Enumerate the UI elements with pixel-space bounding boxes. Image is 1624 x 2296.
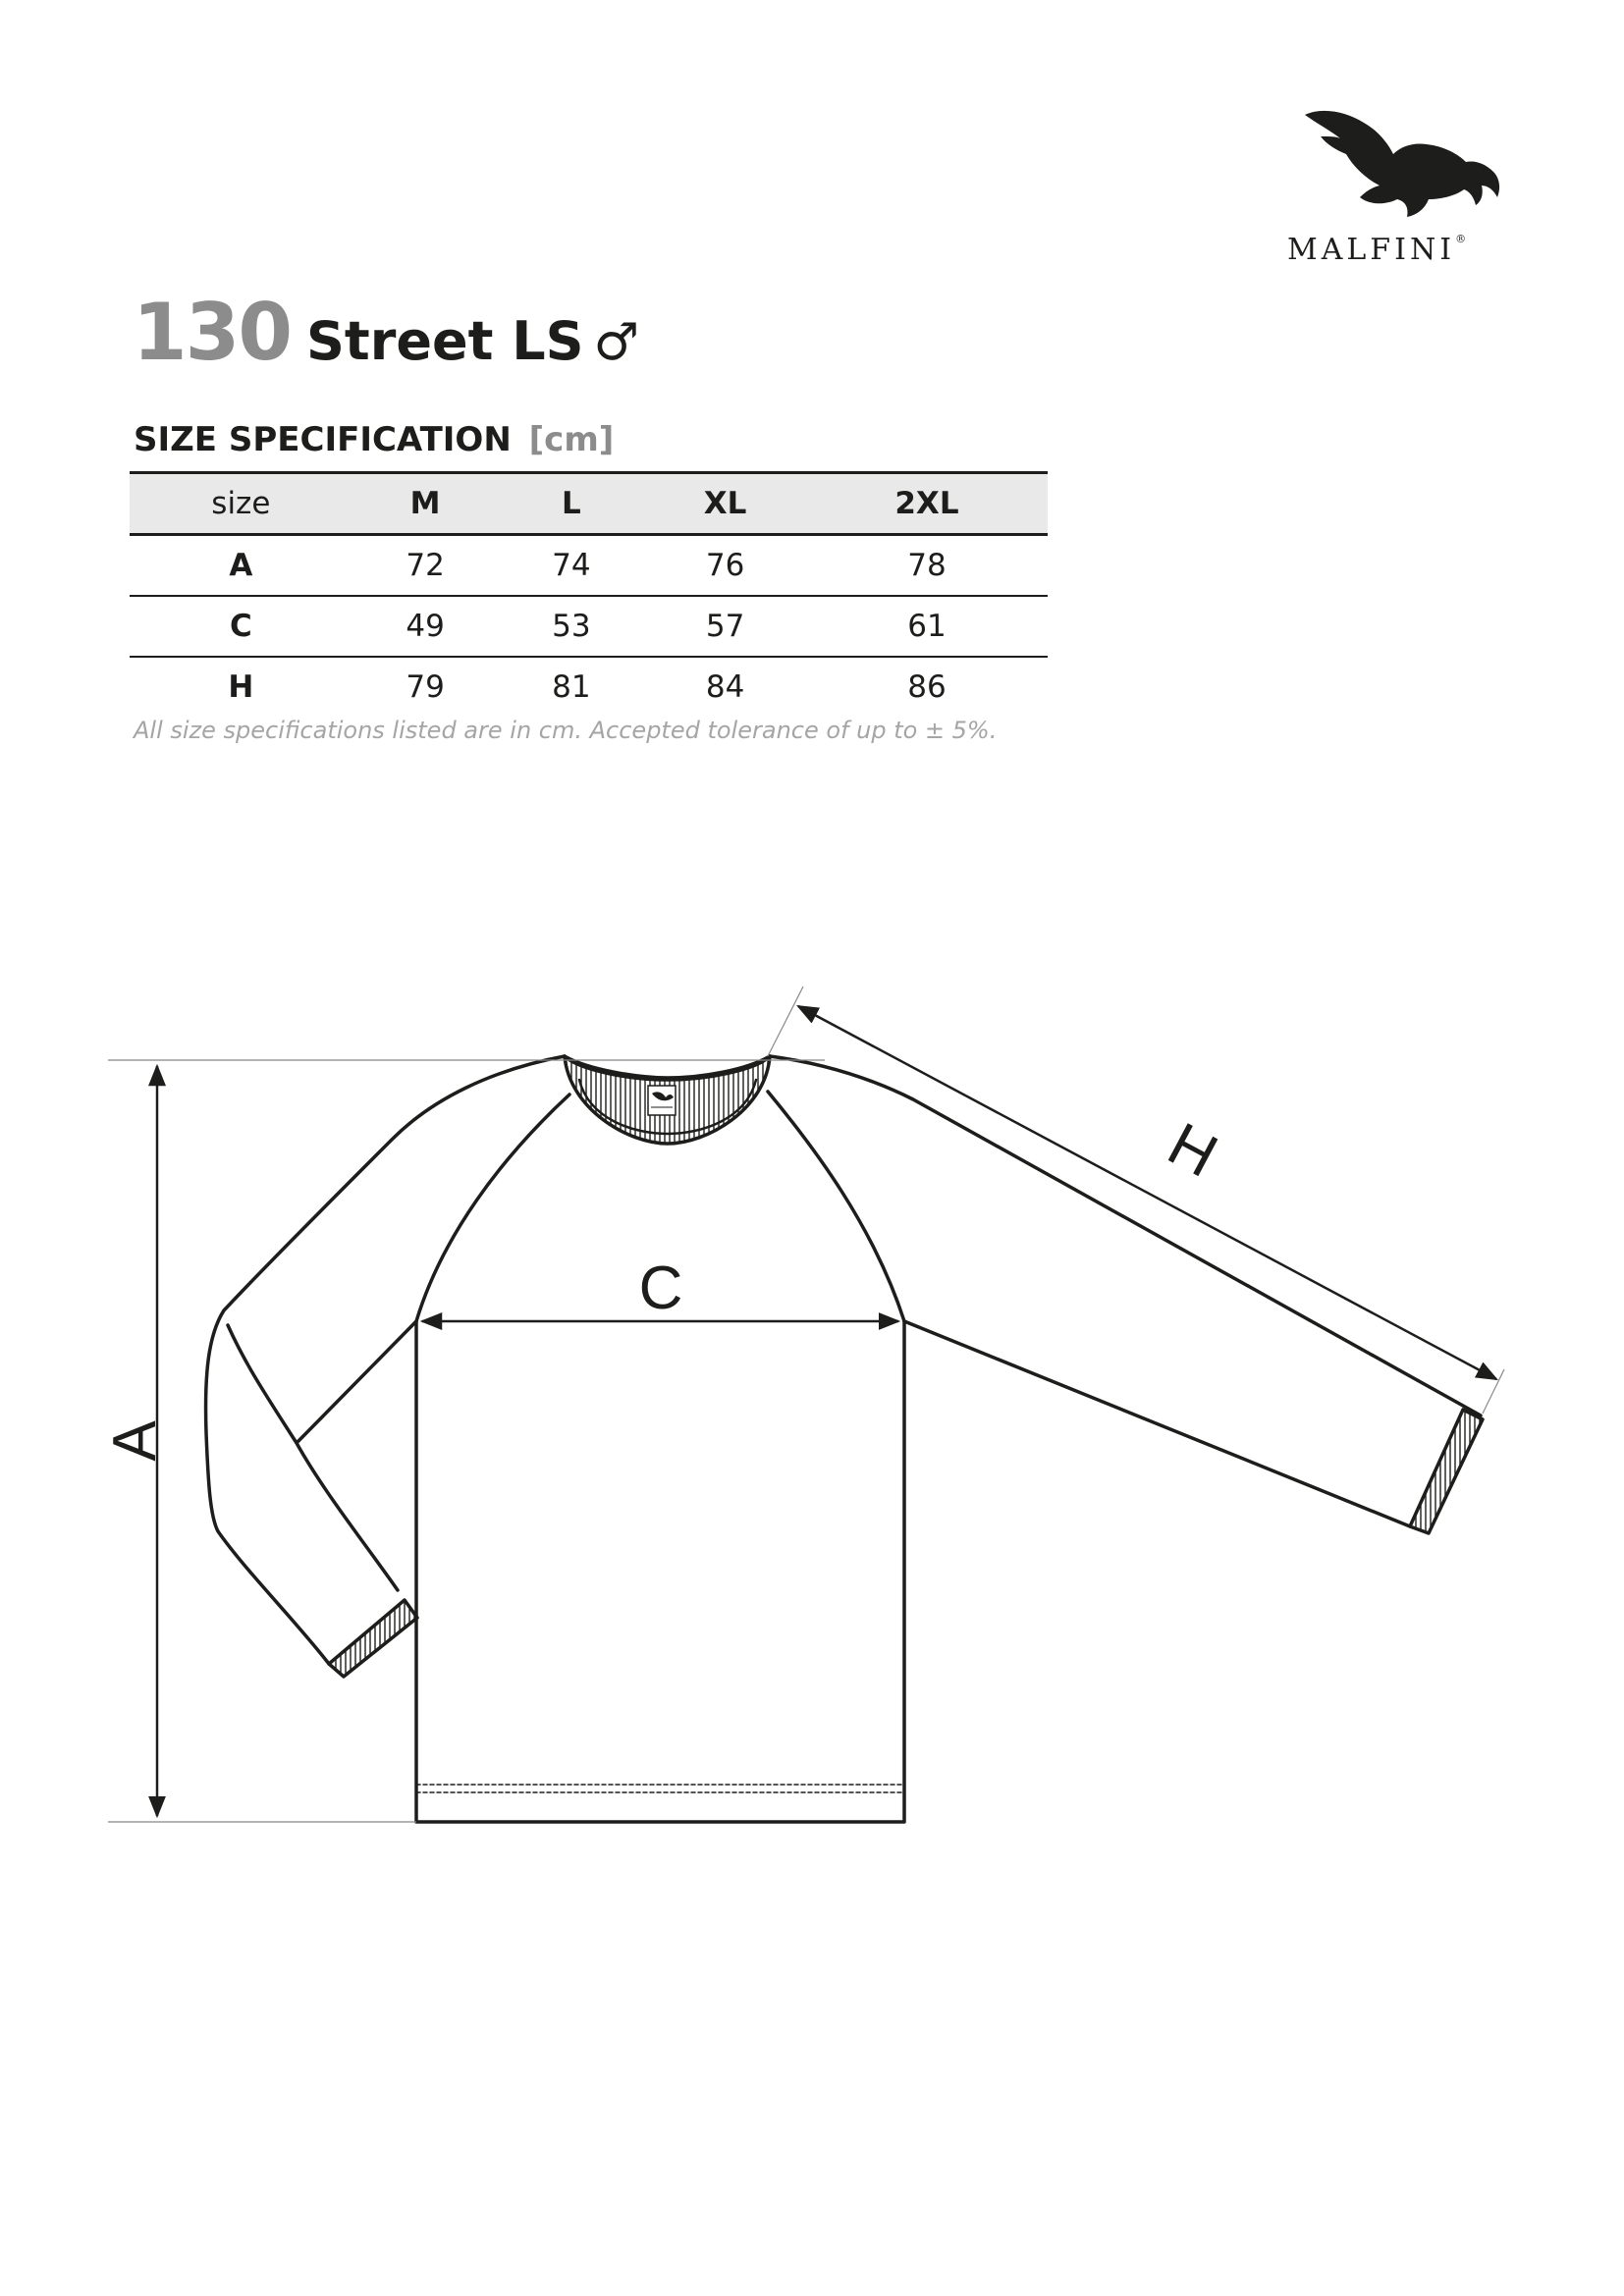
table-cell: 79: [406, 669, 445, 705]
body-outline: [416, 1321, 904, 1822]
table-cell: 78: [907, 548, 947, 583]
table-cell: 53: [552, 609, 591, 644]
left-raglan-seam: [416, 1095, 569, 1321]
table-cell: 86: [907, 669, 947, 705]
table-cell: 49: [406, 609, 445, 644]
tolerance-note: All size specifications listed are in cm. Accepted tolerance of up to ± 5%.: [134, 717, 998, 744]
row-label: A: [229, 548, 253, 583]
dimension-h-label: H: [1157, 1109, 1228, 1191]
header-cell: M: [352, 473, 499, 535]
row-label: C: [229, 609, 252, 644]
table-cell: 81: [552, 669, 591, 705]
table-cell: 72: [406, 548, 445, 583]
right-sleeve-top: [770, 1056, 1481, 1415]
table-cell: 61: [907, 609, 947, 644]
right-cuff: [1410, 1410, 1483, 1533]
product-number: 130: [133, 287, 291, 378]
left-sleeve-inner: [228, 1321, 416, 1590]
spec-unit: [cm]: [528, 420, 615, 459]
spec-heading-text: SIZE SPECIFICATION: [134, 420, 512, 459]
brand-name: MALFINI: [1287, 233, 1456, 267]
h-guide-bottom: [1483, 1369, 1504, 1414]
table-cell: 57: [705, 609, 745, 644]
product-name: Street LS: [306, 310, 584, 372]
right-sleeve-bottom: [904, 1321, 1410, 1526]
neck-label: [648, 1086, 676, 1115]
left-cuff: [329, 1600, 417, 1677]
row-label: H: [228, 669, 254, 705]
dimension-c-label: C: [638, 1255, 683, 1322]
table-cell: 76: [705, 548, 745, 583]
male-symbol-icon: ♂: [593, 313, 640, 372]
header-cell: 2XL: [806, 473, 1048, 535]
header-cell: XL: [644, 473, 806, 535]
dimension-a-label: A: [101, 1420, 169, 1462]
right-raglan-seam: [768, 1092, 904, 1321]
h-guide-top: [768, 987, 803, 1056]
table-cell: 74: [552, 548, 591, 583]
header-cell: size: [130, 473, 352, 535]
registered-mark: ®: [1455, 233, 1467, 245]
header-cell: L: [499, 473, 645, 535]
table-cell: 84: [705, 669, 745, 705]
